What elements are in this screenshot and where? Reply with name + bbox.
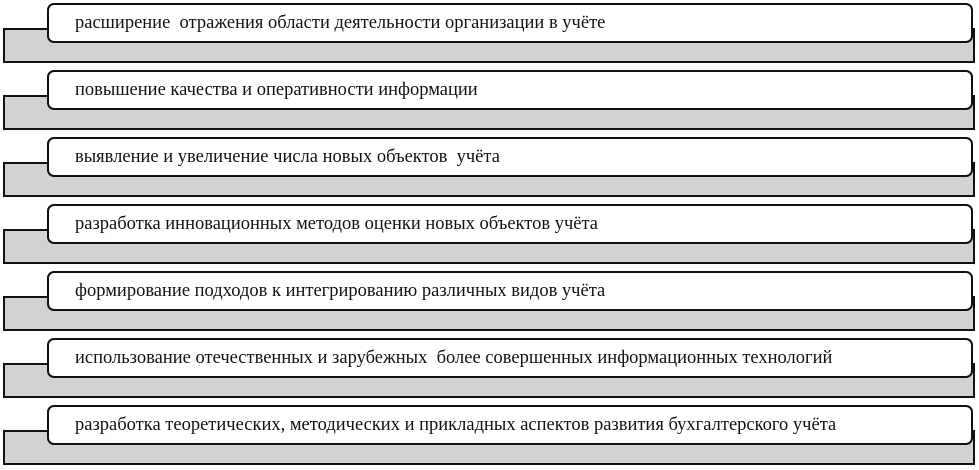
item-label: выявление и увеличение числа новых объектов учёта: [47, 137, 973, 177]
list-item: [0, 268, 979, 334]
list-item: [0, 402, 979, 468]
item-label: повышение качества и оперативности информации: [47, 70, 973, 110]
list-item: [0, 201, 979, 267]
item-label: использование отечественных и зарубежных более совершенных информационных технологий: [47, 338, 973, 378]
item-label: разработка инновационных методов оценки новых объектов учёта: [47, 204, 973, 244]
item-label: разработка теоретических, методических и прикладных аспектов развития бухгалтерского учёта: [47, 405, 973, 445]
item-label: формирование подходов к интегрированию различных видов учёта: [47, 271, 973, 311]
list-item: [0, 335, 979, 401]
item-label: расширение отражения области деятельности организации в учёте: [47, 3, 973, 43]
list-item: [0, 0, 979, 66]
list-item: [0, 134, 979, 200]
list-item: [0, 67, 979, 133]
